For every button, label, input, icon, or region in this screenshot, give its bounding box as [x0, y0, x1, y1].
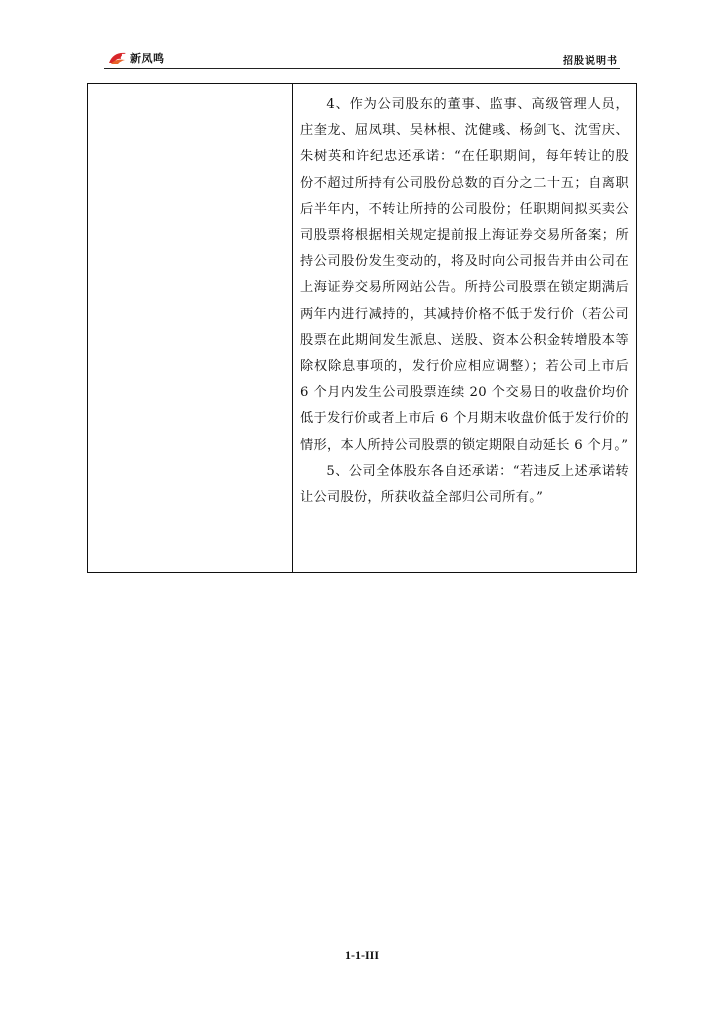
page-number: 1-1-III: [344, 948, 379, 962]
commitment-paragraph-5: 5、公司全体股东各自还承诺：“若违反上述承诺转让公司股份，所获收益全部归公司所有。”: [300, 463, 629, 506]
company-name: 新凤鸣: [130, 52, 165, 65]
commitment-table: [87, 83, 637, 573]
company-logo: [108, 51, 165, 65]
commitment-paragraph-4: 4、作为公司股东的董事、监事、高级管理人员，庄奎龙、屈凤琪、吴林根、沈健彧、杨剑飞、沈雪庆、朱树英和许纪忠还承诺：“在任职期间，每年转让的股份不超过所持有公司股份总数的百分之二十五；自离职后半年内，不转让所持的公司股份；任职期间拟买卖公司股票将根据相关规定提前报上海证券交易所备案；所持公司股份发生变动的，将及时向公司报告并由公司在上海证券交易所网站公告。所持公司股票在锁定期满后两年内进行减持的，其减持价格不低于发行价（若公司股票在此期间发生派息、送股、资本公积金转增股本等除权除息事项的，发行价应相应调整）；若公司上市后 6 个月内发生公司股票连续 20 个交易日的收盘价均价低于发行价或者上市后 6 个月期末收盘价低于发行价的情形，本人所持公司股票的锁定期限自动延长 6 个月。”: [300, 97, 629, 453]
page-header: [104, 50, 620, 69]
document-title: 招股说明书: [563, 56, 618, 67]
table-right-cell: [293, 84, 636, 572]
table-left-cell: [88, 84, 293, 572]
phoenix-logo-icon: [108, 51, 128, 65]
